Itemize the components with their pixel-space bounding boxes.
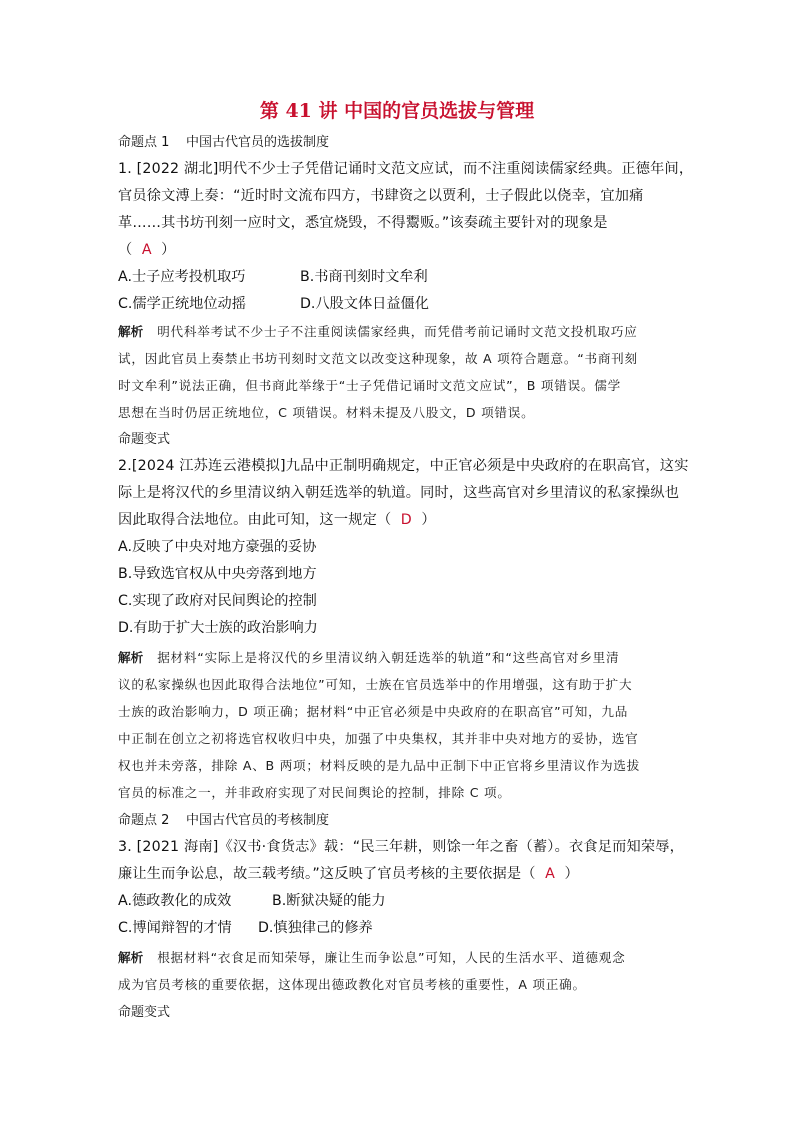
- paren-close: ）: [161, 242, 176, 258]
- explanation-tag: 解析: [118, 324, 144, 339]
- question-2-line-3: [118, 511, 436, 530]
- explanation-line: 中正制在创立之初将选官权收归中央，加强了中央集权，其并非中央对地方的妥协，选官: [118, 731, 639, 746]
- section-number: 命题点 2: [118, 813, 170, 828]
- explanation-line: [118, 649, 619, 667]
- paren-close: ）: [564, 866, 579, 882]
- answer-key: A: [141, 242, 152, 258]
- section-heading-1: [118, 134, 329, 152]
- explanation-line: 试，因此官员上奏禁止书坊刊刻时文范文以改变这种现象，故 A 项符合题意。“书商刊刻: [118, 351, 638, 366]
- question-1-line-2: 官员徐文溥上奏：“近时时文流布四方，书肆资之以贾利，士子假此以侥幸，宜加痛: [118, 188, 644, 204]
- explanation-line: 思想在当时仍居正统地位，C 项错误。材料未提及八股文，D 项错误。: [118, 405, 535, 420]
- variant-heading-2: 命题变式: [118, 1005, 171, 1020]
- option-a: A.士子应考投机取巧: [118, 269, 246, 285]
- option-d: D.慎独律己的修养: [258, 920, 373, 936]
- explanation-text: 据材料“实际上是将汉代的乡里清议纳入朝廷选举的轨道”和“这些高官对乡里清: [157, 650, 620, 665]
- option-d: D.有助于扩大士族的政治影响力: [118, 620, 318, 636]
- explanation-line: 成为官员考核的重要依据，这体现出德政教化对官员考核的重要性，A 项正确。: [118, 977, 586, 992]
- explanation-line: 官员的标准之一，并非政府实现了对民间舆论的控制，排除 C 项。: [118, 785, 511, 800]
- section-title: 中国古代官员的选拔制度: [186, 135, 330, 150]
- paren-open: （: [118, 242, 133, 258]
- question-3-line-2: [118, 865, 579, 884]
- question-1-answer-line: [118, 241, 176, 260]
- variant-heading-1: 命题变式: [118, 432, 171, 447]
- explanation-line: [118, 949, 625, 967]
- option-b: B.导致选官权从中央旁落到地方: [118, 566, 317, 582]
- question-2-line-1: 2.[2024 江苏连云港模拟]九品中正制明确规定，中正官必须是中央政府的在职高官，这实: [118, 458, 689, 474]
- option-b: B.断狱决疑的能力: [272, 893, 386, 909]
- question-1-line-1: 1. [2022 湖北]明代不少士子凭借记诵时文范文应试，而不注重阅读儒家经典。正德年间，: [118, 161, 694, 177]
- explanation-line: [118, 323, 638, 341]
- question-2-line-2: 际上是将汉代的乡里清议纳入朝廷选举的轨道。同时，这些高官对乡里清议的私家操纵也: [118, 485, 680, 501]
- option-d: D.八股文体日益僵化: [300, 296, 429, 312]
- option-c: C.儒学正统地位动摇: [118, 296, 246, 312]
- question-3-line-1: 3. [2021 海南]《汉书·食货志》载：“民三年耕，则馀一年之畜（蓄）。衣食足而知荣辱，: [118, 839, 685, 855]
- option-c: C.实现了政府对民间舆论的控制: [118, 593, 317, 609]
- option-b: B.书商刊刻时文牟利: [300, 269, 428, 285]
- question-3-stem-end: 廉让生而争讼息，故三载考绩。”这反映了官员考核的主要依据是（: [118, 866, 536, 882]
- explanation-text: 根据材料“衣食足而知荣辱，廉让生而争讼息”可知，人民的生活水平、道德观念: [157, 950, 626, 965]
- question-2-stem-end: 因此取得合法地位。由此可知，这一规定（: [118, 512, 392, 528]
- page-title: 第 41 讲 中国的官员选拔与管理: [259, 100, 535, 122]
- section-number: 命题点 1: [118, 135, 170, 150]
- explanation-line: 时文牟利”说法正确，但书商此举缘于“士子凭借记诵时文范文应试”，B 项错误。儒学: [118, 378, 621, 393]
- explanation-line: 士族的政治影响力，D 项正确；据材料“中正官必须是中央政府的在职高官”可知，九品: [118, 704, 629, 719]
- question-1-line-3: 革……其书坊刊刻一应时文，悉宜烧毁，不得鬻贩。”该奏疏主要针对的现象是: [118, 215, 608, 231]
- explanation-line: 议的私家操纵也因此取得合法地位”可知，士族在官员选举中的作用增强，这有助于扩大: [118, 677, 633, 692]
- answer-key: A: [545, 866, 556, 882]
- paren-close: ）: [421, 512, 436, 528]
- option-a: A.德政教化的成效: [118, 893, 232, 909]
- explanation-tag: 解析: [118, 950, 144, 965]
- option-a: A.反映了中央对地方豪强的妥协: [118, 539, 317, 555]
- option-c: C.博闻辩智的才情: [118, 920, 232, 936]
- explanation-line: 权也并未旁落，排除 A、B 两项；材料反映的是九品中正制下中正官将乡里清议作为选拔: [118, 758, 640, 773]
- explanation-text: 明代科举考试不少士子不注重阅读儒家经典，而凭借考前记诵时文范文投机取巧应: [157, 324, 638, 339]
- explanation-tag: 解析: [118, 650, 144, 665]
- answer-key: D: [400, 512, 412, 528]
- section-title: 中国古代官员的考核制度: [186, 813, 330, 828]
- section-heading-2: [118, 812, 329, 830]
